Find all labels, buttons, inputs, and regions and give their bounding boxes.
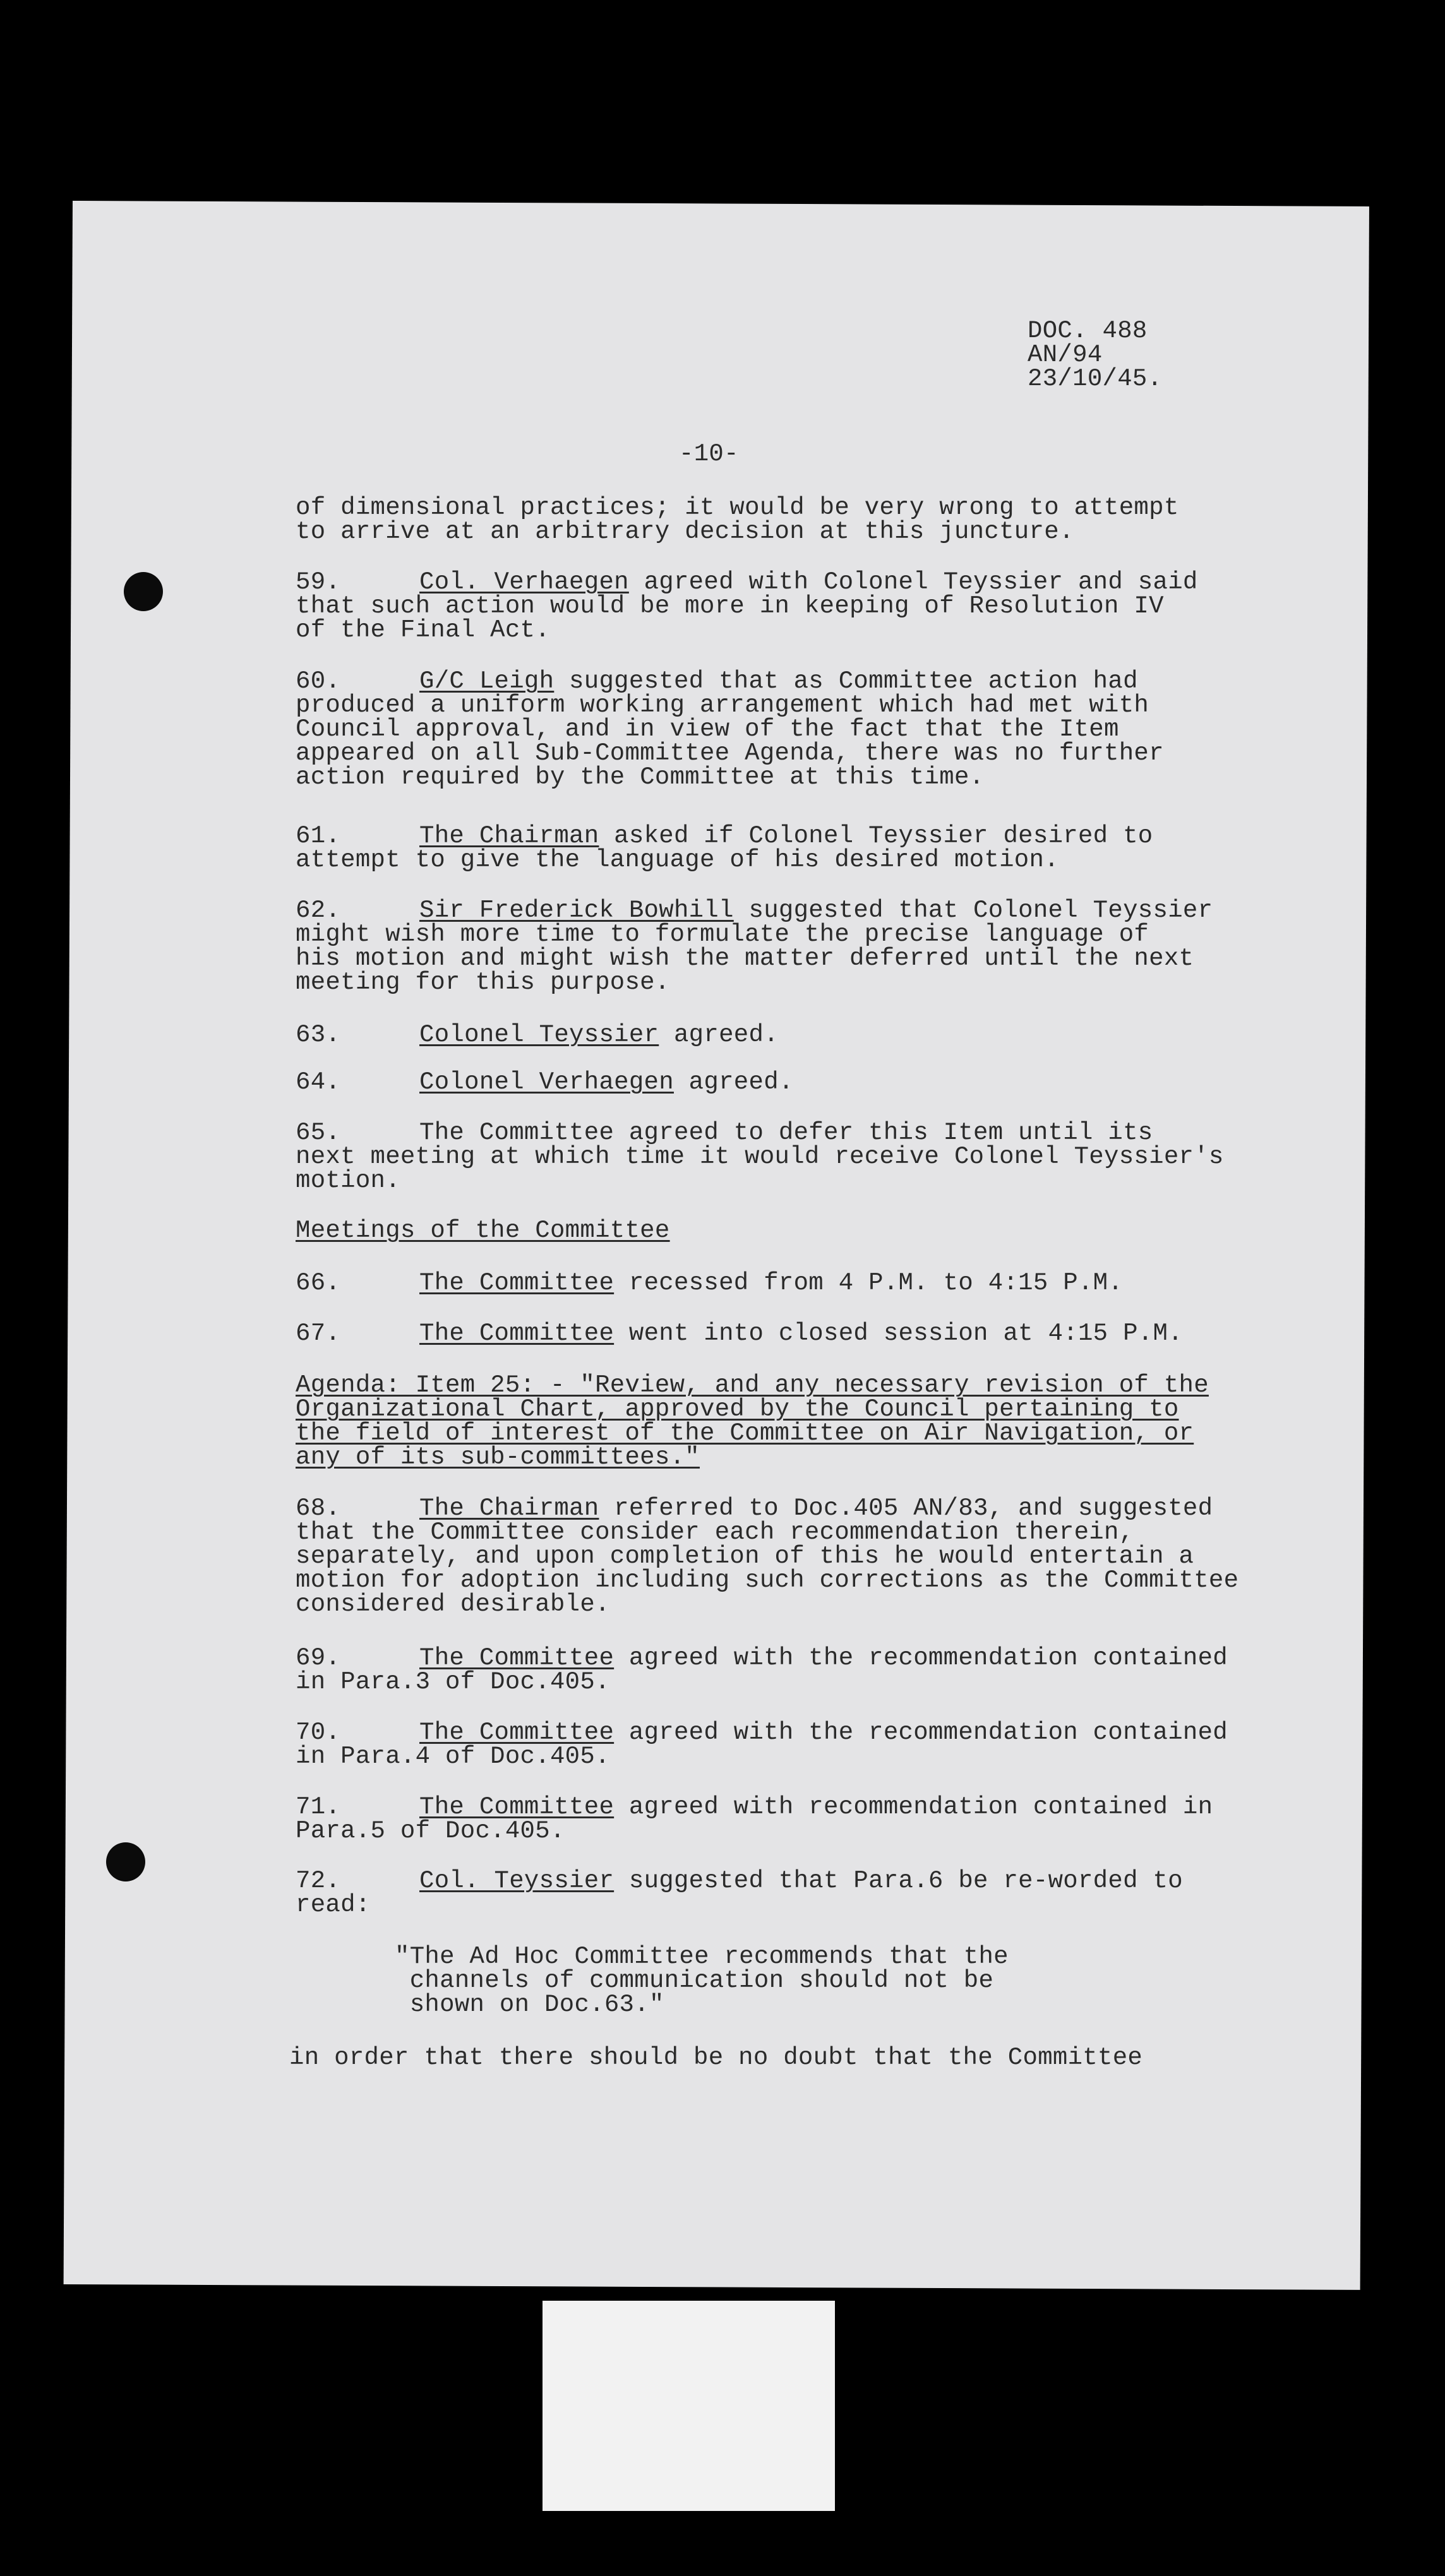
paragraph-number: 70. xyxy=(296,1719,341,1746)
paragraph-number: 69. xyxy=(296,1644,341,1672)
paragraph-text: agreed with the recommendation contained xyxy=(614,1644,1228,1672)
paragraph-line: motion for adoption including such corrections as the Committee xyxy=(296,1566,1239,1594)
paragraph-number: 60. xyxy=(296,667,341,695)
paragraph-line: in Para.4 of Doc.405. xyxy=(296,1743,610,1770)
doc-date: 23/10/45. xyxy=(1028,365,1163,393)
continuation-line: of dimensional practices; it would be very wrong to attempt xyxy=(296,494,1179,522)
paragraph-line: that the Committee consider each recommendation therein, xyxy=(296,1518,1134,1546)
paragraph-text: agreed. xyxy=(673,1068,794,1096)
paragraph-number: 61. xyxy=(296,822,341,850)
paragraph-line: motion. xyxy=(296,1167,400,1195)
speaker-name: The Committee xyxy=(419,1269,615,1297)
paragraph-number: 71. xyxy=(296,1793,341,1821)
speaker-name: The Committee xyxy=(419,1320,615,1347)
paragraph-line: his motion and might wish the matter deferred until the next xyxy=(296,945,1194,972)
paragraph-59 xyxy=(296,570,1198,594)
paragraph-65 xyxy=(296,1121,1153,1145)
paragraph-text: suggested that as Committee action had xyxy=(554,667,1138,695)
paragraph-line: considered desirable. xyxy=(296,1590,610,1618)
paragraph-line: produced a uniform working arrangement which had met with xyxy=(296,691,1149,719)
paragraph-line: read: xyxy=(296,1891,371,1919)
paragraph-line: action required by the Committee at this time. xyxy=(296,763,985,791)
paragraph-60 xyxy=(296,669,1138,693)
paragraph-67 xyxy=(296,1321,1183,1345)
agenda-line: any of its sub-committees." xyxy=(296,1443,700,1471)
paragraph-text: suggested that Colonel Teyssier xyxy=(733,897,1213,924)
speaker-name: Col. Teyssier xyxy=(419,1867,615,1895)
paragraph-text: The Committee agreed to defer this Item until its xyxy=(419,1119,1153,1147)
punch-hole xyxy=(124,572,163,611)
quote-line: channels of communication should not be xyxy=(395,1967,994,1995)
paragraph-69 xyxy=(296,1646,1228,1670)
paragraph-text: went into closed session at 4:15 P.M. xyxy=(614,1320,1183,1347)
paragraph-number: 64. xyxy=(296,1068,341,1096)
paragraph-66 xyxy=(296,1271,1123,1295)
paragraph-68 xyxy=(296,1496,1213,1520)
paragraph-number: 65. xyxy=(296,1119,341,1147)
paragraph-text: recessed from 4 P.M. to 4:15 P.M. xyxy=(614,1269,1124,1297)
paragraph-text: referred to Doc.405 AN/83, and suggested xyxy=(599,1494,1213,1522)
speaker-name: Col. Verhaegen xyxy=(419,568,629,596)
paragraph-number: 66. xyxy=(296,1269,341,1297)
paragraph-line: of the Final Act. xyxy=(296,616,550,644)
section-heading: Meetings of the Committee xyxy=(296,1217,670,1244)
speaker-name: The Committee xyxy=(419,1719,615,1746)
doc-number: DOC. 488 xyxy=(1028,317,1148,345)
paragraph-64 xyxy=(296,1070,794,1094)
speaker-name: Sir Frederick Bowhill xyxy=(419,897,734,924)
paragraph-line: attempt to give the language of his desired motion. xyxy=(296,846,1059,874)
paragraph-line: next meeting at which time it would receive Colonel Teyssier's xyxy=(296,1143,1224,1171)
paragraph-62 xyxy=(296,898,1213,922)
agenda-line: the field of interest of the Committee on Air Navigation, or xyxy=(296,1419,1194,1447)
speaker-name: The Chairman xyxy=(419,822,599,850)
paragraph-70 xyxy=(296,1720,1228,1744)
paragraph-line: Para.5 of Doc.405. xyxy=(296,1817,565,1845)
speaker-name: The Committee xyxy=(419,1644,615,1672)
blank-card xyxy=(543,2301,835,2511)
paragraph-number: 72. xyxy=(296,1867,341,1895)
speaker-name: Colonel Teyssier xyxy=(419,1021,659,1049)
agenda-line: Agenda: Item 25: - "Review, and any necessary revision of the xyxy=(296,1371,1209,1399)
paragraph-line: separately, and upon completion of this he would entertain a xyxy=(296,1542,1194,1570)
speaker-name: G/C Leigh xyxy=(419,667,555,695)
paragraph-line: Council approval, and in view of the fact that the Item xyxy=(296,715,1119,743)
paragraph-number: 68. xyxy=(296,1494,341,1522)
speaker-name: The Committee xyxy=(419,1793,615,1821)
punch-hole xyxy=(106,1842,145,1881)
continuation-line: to arrive at an arbitrary decision at this juncture. xyxy=(296,518,1074,546)
paragraph-line: in Para.3 of Doc.405. xyxy=(296,1668,610,1696)
speaker-name: Colonel Verhaegen xyxy=(419,1068,674,1096)
paragraph-72 xyxy=(296,1869,1183,1893)
paragraph-number: 59. xyxy=(296,568,341,596)
paragraph-text: asked if Colonel Teyssier desired to xyxy=(599,822,1153,850)
paragraph-line: might wish more time to formulate the precise language of xyxy=(296,921,1149,948)
paragraph-number: 63. xyxy=(296,1021,341,1049)
paragraph-text: agreed with the recommendation contained xyxy=(614,1719,1228,1746)
doc-series: AN/94 xyxy=(1028,341,1103,369)
speaker-name: The Chairman xyxy=(419,1494,599,1522)
paragraph-line: meeting for this purpose. xyxy=(296,969,670,996)
agenda-line: Organizational Chart, approved by the Council pertaining to xyxy=(296,1395,1179,1423)
paragraph-text: suggested that Para.6 be re-worded to xyxy=(614,1867,1183,1895)
quote-line: shown on Doc.63." xyxy=(395,1991,664,2018)
paragraph-line: that such action would be more in keeping of Resolution IV xyxy=(296,592,1164,620)
paragraph-text: agreed with Colonel Teyssier and said xyxy=(628,568,1198,596)
paragraph-line: appeared on all Sub-Committee Agenda, there was no further xyxy=(296,739,1164,767)
paragraph-number: 67. xyxy=(296,1320,341,1347)
paragraph-number: 62. xyxy=(296,897,341,924)
paragraph-63 xyxy=(296,1023,779,1047)
paragraph-71 xyxy=(296,1795,1213,1819)
quote-line: "The Ad Hoc Committee recommends that the xyxy=(395,1943,1009,1971)
page-number: -10- xyxy=(679,440,739,468)
paragraph-text: agreed. xyxy=(659,1021,779,1049)
paragraph-text: agreed with recommendation contained in xyxy=(614,1793,1213,1821)
paragraph-61 xyxy=(296,824,1153,848)
final-line: in order that there should be no doubt that the Committee xyxy=(289,2044,1143,2072)
